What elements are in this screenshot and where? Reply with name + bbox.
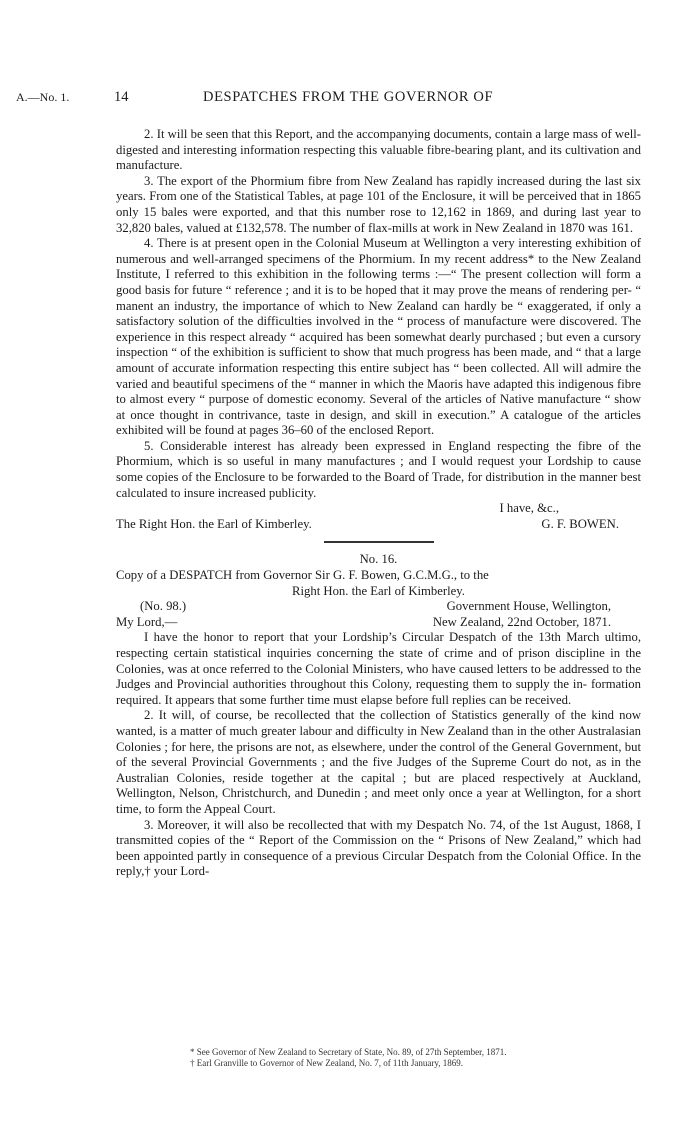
running-header: [0, 89, 700, 109]
location-line-1: Government House, Wellington,: [446, 599, 611, 614]
location-date: New Zealand, 22nd October, 1871.: [432, 614, 611, 629]
page-title: DESPATCHES FROM THE GOVERNOR OF: [203, 89, 494, 105]
paragraph-3: 3. The export of the Phormium fibre from New Zealand has rapidly increased during the last six years. From one of the Statistical Tables, at page 101 of the Enclosure, it will be perceived that in 1865 only 15 bales were exported, and that this number rose to 12,162 in 1869, and during last year to 32,820 bales, valued at £132,578. The number of flax-mills at work in New Zealand in 1870 was 161.: [116, 173, 641, 235]
footnote-2: † Earl Granville to Governor of New Zealand, No. 7, of 11th January, 1869.: [190, 1058, 464, 1068]
signature-row: [116, 517, 641, 533]
document-reference: A.—No. 1.: [16, 90, 70, 104]
despatch-paragraph-2: 2. It will, of course, be recollected that the collection of Statistics generally of the kind now wanted, is a matter of much greater labour and difficulty in New Zealand than in the other Australasian Colonies ; for here, the prisons are not, as elsewhere, under the control of the General Government, but of the several Provincial Governments ; and the five Judges of the Supreme Court do not, as in the Australian Colonies, reside together at the capital ; but are placed respectively at Auckland, Wellington, Nelson, Christchurch, and Dunedin ; and meet only once a year at Wellington, for a short time, to form the Appeal Court.: [116, 708, 641, 816]
despatch-salutation: My Lord,—: [116, 614, 178, 629]
paragraph-2: 2. It will be seen that this Report, and the accompanying documents, contain a large mass of well-digested and interesting information respecting this valuable fibre-bearing plant, and its cultivation and manufacture.: [116, 127, 641, 173]
signature: G. F. BOWEN.: [541, 516, 619, 531]
despatch-ref-row: [116, 599, 641, 615]
salutation-row: [116, 615, 641, 631]
despatch-number: No. 16.: [359, 552, 398, 567]
despatch-heading-line-1: Copy of a DESPATCH from Governor Sir G. F. Bowen, G.C.M.G., to the: [116, 568, 489, 583]
footnote-1: * See Governor of New Zealand to Secretary of State, No. 89, of 27th September, 1871.: [190, 1047, 507, 1057]
paragraph-4: 4. There is at present open in the Colonial Museum at Wellington a very interesting exhibition of numerous and well-arranged specimens of the Phormium. In my recent address* to the New Zealand Institute, I referred to this exhibition in the following terms :—“ The present collection will form a good basis for future “ reference ; and it is to be hoped that it may prove the means of rendering per- “ manent an industry, the importance of which to New Zealand can hardly be “ exaggerated, if only a satisfactory solution of the difficulties involved in the “ process of manufacture were discovered. The experience in this respect already “ acquired has been somewhat dearly purchased ; but even a cursory inspection “ of the exhibition is sufficient to show that much progress has been made, and “ that a large amount of accurate information respecting this entire subject has “ been collected. All will admire the varied and beautiful specimens of the “ manner in which the Maoris have adapted this indigenous fibre to almost every “ purpose of domestic economy. Several of the articles of Native manufacture “ show at once thought in contrivance, taste in design, and skill in execution.” A catalogue of the articles exhibited will be found at pages 36–60 of the enclosed Report.: [116, 236, 641, 438]
footnotes: [190, 1047, 507, 1069]
closing-salutation: I have, &c.,: [499, 501, 559, 516]
despatch-ref-number: (No. 98.): [140, 599, 187, 614]
despatch-heading-line-2: Right Hon. the Earl of Kimberley.: [292, 583, 465, 598]
document-body: [116, 127, 641, 880]
paragraph-5: 5. Considerable interest has already been expressed in England respecting the fibre of the Phormium, which is so useful in many manufactures ; and I would request your Lordship to cause some copies of the Enclosure to be forwarded to the Board of Trade, for distribution in the manner best calculated to insure increased publicity.: [116, 438, 641, 500]
section-divider: [324, 541, 434, 543]
despatch-paragraph-1: I have the honor to report that your Lordship’s Circular Despatch of the 13th March ultimo, respecting certain statistical inquiries concerning the state of crime and of prison discipline in the Colonies, was at once referred to the Colonial Ministers, who have caused letters to be addressed to the Judges and Provincial authorities throughout this Colony, requesting them to supply the in- formation required. It appears that some further time must elapse before full replies can be received.: [116, 630, 641, 707]
page-number: 14: [114, 89, 129, 105]
addressee: The Right Hon. the Earl of Kimberley.: [116, 516, 312, 531]
despatch-paragraph-3: 3. Moreover, it will also be recollected that with my Despatch No. 74, of the 1st August, 1868, I transmitted copies of the “ Report of the Commission on the “ Prisons of New Zealand,” which had been appointed partly in consequence of a previous Circular Despatch from the Colonial Office. In the reply,† your Lord-: [116, 817, 641, 879]
